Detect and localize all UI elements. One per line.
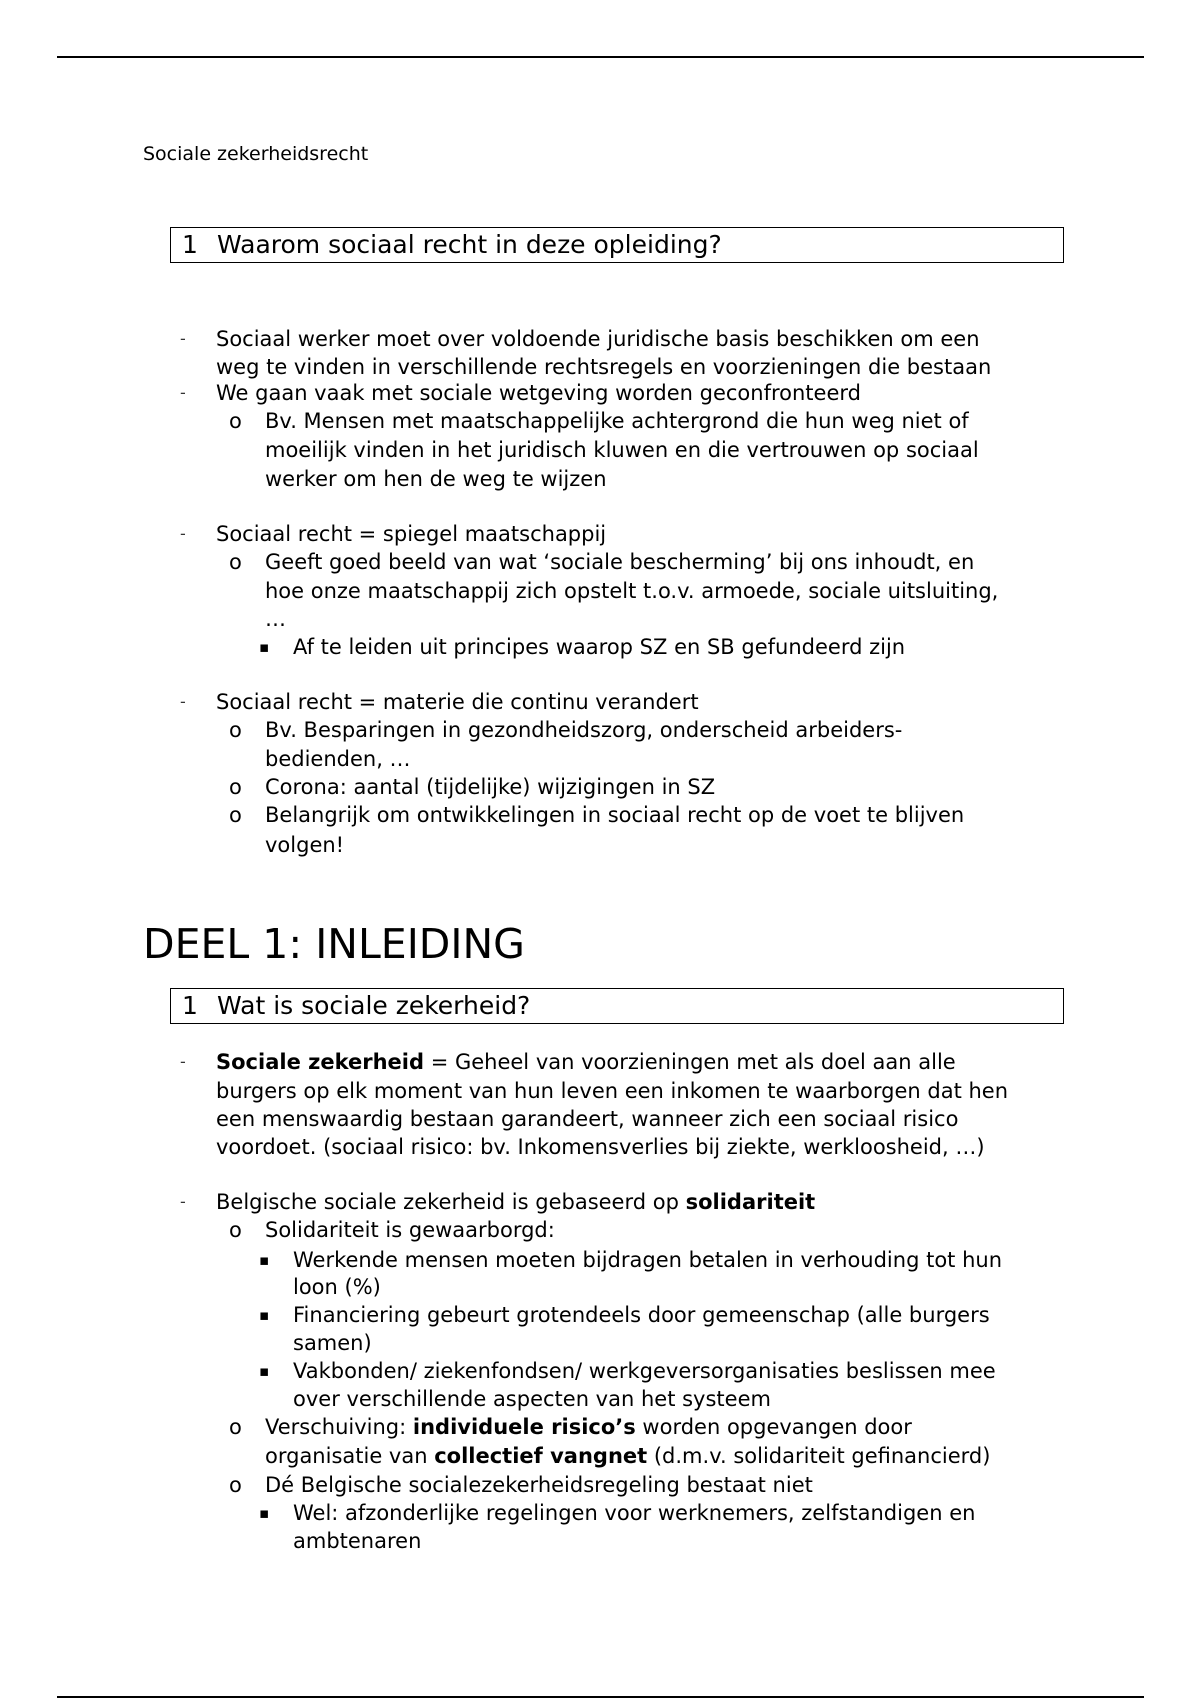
text-line: Bv. Mensen met maatschappelijke achtergrond die hun weg niet of bbox=[265, 409, 969, 433]
text-segment: organisatie van bbox=[265, 1444, 435, 1468]
text-segment: Verschuiving: bbox=[265, 1415, 413, 1439]
text-line bbox=[216, 1188, 815, 1216]
text-line: Corona: aantal (tijdelijke) wijzigingen in SZ bbox=[265, 775, 716, 799]
text-line: Financiering gebeurt grotendeels door gemeenschap (alle burgers bbox=[293, 1303, 990, 1327]
circle-marker: o bbox=[229, 1218, 242, 1242]
text-line: Wel: afzonderlijke regelingen voor werknemers, zelfstandigen en bbox=[293, 1501, 976, 1525]
dash-marker: - bbox=[180, 383, 186, 402]
circle-marker: o bbox=[229, 409, 242, 433]
dash-marker: - bbox=[180, 1052, 186, 1071]
bold-term: collectief vangnet bbox=[434, 1444, 648, 1468]
square-marker: ▪ bbox=[259, 1306, 270, 1324]
document-title: Sociale zekerheidsrecht bbox=[143, 143, 369, 165]
text-line: bedienden, … bbox=[265, 747, 411, 771]
circle-marker: o bbox=[229, 718, 242, 742]
text-line: volgen! bbox=[265, 833, 345, 857]
section-heading bbox=[170, 988, 1064, 1024]
text-line bbox=[265, 1413, 912, 1441]
text-line: Bv. Besparingen in gezondheidszorg, onderscheid arbeiders- bbox=[265, 718, 903, 742]
circle-marker: o bbox=[229, 550, 242, 574]
bold-term: solidariteit bbox=[685, 1190, 816, 1214]
definition-text: = Geheel van voorzieningen met als doel aan alle bbox=[424, 1050, 956, 1074]
header-rule bbox=[57, 56, 1144, 58]
dash-marker: - bbox=[180, 692, 186, 711]
text-segment: worden opgevangen door bbox=[635, 1415, 912, 1439]
bold-term: individuele risico’s bbox=[412, 1415, 636, 1439]
text-line: Vakbonden/ ziekenfondsen/ werkgeversorganisaties beslissen mee bbox=[293, 1359, 996, 1383]
text-line: samen) bbox=[293, 1331, 372, 1355]
square-marker: ▪ bbox=[259, 1504, 270, 1522]
text-segment: (d.m.v. solidariteit gefinancierd) bbox=[647, 1444, 991, 1468]
text-line: … bbox=[265, 607, 286, 631]
square-marker: ▪ bbox=[259, 1251, 270, 1269]
circle-marker: o bbox=[229, 803, 242, 827]
square-marker: ▪ bbox=[259, 638, 270, 656]
section-number: 1 bbox=[182, 991, 198, 1020]
section-title: Wat is sociale zekerheid? bbox=[217, 991, 531, 1020]
dash-marker: - bbox=[180, 524, 186, 543]
text-line: burgers op elk moment van hun leven een inkomen te waarborgen dat hen bbox=[216, 1079, 1009, 1103]
part-title: DEEL 1: INLEIDING bbox=[143, 920, 525, 968]
text-line: hoe onze maatschappij zich opstelt t.o.v. armoede, sociale uitsluiting, bbox=[265, 579, 999, 603]
text-line: Geeft goed beeld van wat ‘sociale bescherming’ bij ons inhoudt, en bbox=[265, 550, 975, 574]
dash-marker: - bbox=[180, 329, 186, 348]
circle-marker: o bbox=[229, 775, 242, 799]
text-line: ambtenaren bbox=[293, 1529, 422, 1553]
definition-line bbox=[216, 1048, 956, 1076]
text-line: voordoet. (sociaal risico: bv. Inkomensverlies bij ziekte, werkloosheid, …) bbox=[216, 1135, 985, 1159]
text-line: Sociaal recht = spiegel maatschappij bbox=[216, 522, 607, 546]
footer-rule bbox=[57, 1696, 1144, 1698]
text-line: weg te vinden in verschillende rechtsregels en voorzieningen die bestaan bbox=[216, 355, 992, 379]
square-marker: ▪ bbox=[259, 1362, 270, 1380]
text-segment: Belgische sociale zekerheid is gebaseerd op bbox=[216, 1190, 686, 1214]
section-heading bbox=[170, 227, 1064, 263]
text-line: Dé Belgische socialezekerheidsregeling bestaat niet bbox=[265, 1473, 813, 1497]
section-number: 1 bbox=[182, 230, 198, 259]
text-line bbox=[265, 1442, 990, 1470]
text-line: moeilijk vinden in het juridisch kluwen en die vertrouwen op sociaal bbox=[265, 438, 979, 462]
text-line: loon (%) bbox=[293, 1275, 381, 1299]
definition-term: Sociale zekerheid bbox=[216, 1050, 425, 1074]
circle-marker: o bbox=[229, 1473, 242, 1497]
dash-marker: - bbox=[180, 1192, 186, 1211]
text-line: Belangrijk om ontwikkelingen in sociaal recht op de voet te blijven bbox=[265, 803, 965, 827]
text-line: Werkende mensen moeten bijdragen betalen in verhouding tot hun bbox=[293, 1248, 1003, 1272]
text-line: We gaan vaak met sociale wetgeving worden geconfronteerd bbox=[216, 381, 861, 405]
text-line: Solidariteit is gewaarborgd: bbox=[265, 1218, 555, 1242]
text-line: werker om hen de weg te wijzen bbox=[265, 467, 607, 491]
text-line: over verschillende aspecten van het systeem bbox=[293, 1387, 771, 1411]
section-title: Waarom sociaal recht in deze opleiding? bbox=[217, 230, 722, 259]
text-line: een menswaardig bestaan garandeert, wanneer zich een sociaal risico bbox=[216, 1107, 959, 1131]
text-line: Sociaal werker moet over voldoende juridische basis beschikken om een bbox=[216, 327, 980, 351]
text-line: Sociaal recht = materie die continu verandert bbox=[216, 690, 699, 714]
text-line: Af te leiden uit principes waarop SZ en SB gefundeerd zijn bbox=[293, 635, 906, 659]
circle-marker: o bbox=[229, 1415, 242, 1439]
